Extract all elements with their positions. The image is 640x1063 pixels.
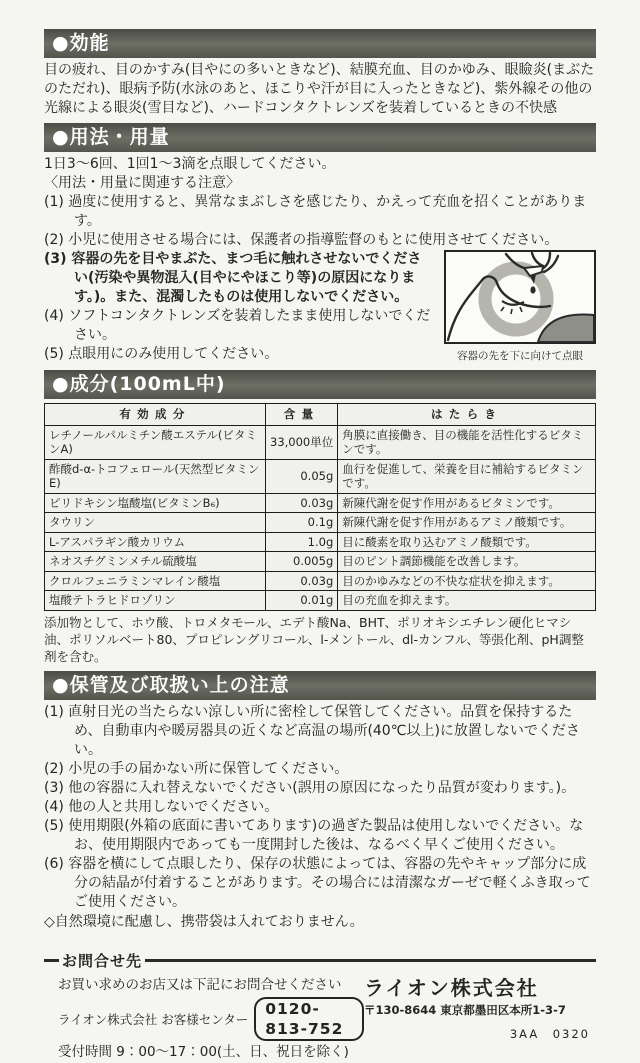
ingredient-name: 酢酸d-α-トコフェロール(天然型ビタミンE) [45, 459, 266, 493]
ingredient-amount: 0.03g [266, 493, 338, 513]
storage-notes [44, 703, 596, 932]
section-header-efficacy: ●効能 [44, 29, 596, 58]
list-item: (5) 点眼用にのみ使用してください。 [44, 346, 279, 362]
table-row [45, 425, 596, 459]
table-row [45, 493, 596, 513]
list-item: (4) 他の人と共用しないでください。 [44, 798, 279, 815]
ingredient-amount: 0.03g [266, 571, 338, 591]
list-item: (6) 容器を横にして点眼したり、保存の状態によっては、容器の先やキャップ部分に成分の結晶が付着することがあります。その場合には清潔なガーゼで軽くふき取ってご使用ください。 [44, 855, 591, 910]
ingredient-effect: 新陳代謝を促す作用があるアミノ酸類です。 [338, 513, 596, 533]
ingredient-amount: 1.0g [266, 532, 338, 552]
ingredient-name: L-アスパラギン酸カリウム [45, 532, 266, 552]
eyedrop-illustration [444, 250, 596, 363]
contact-instruction: お買い求めのお店又は下記にお問合せください [58, 976, 342, 993]
company-address: 〒130-8644 東京都墨田区本所1-3-7 [364, 1002, 566, 1017]
contact-heading: お問合せ先 [62, 951, 143, 970]
ingredient-name: 塩酸テトラヒドロゾリン [45, 591, 266, 611]
ingredients-table [44, 403, 596, 611]
ingredient-effect: 目のかゆみなどの不快な症状を抑えます。 [338, 571, 596, 591]
section-header-ingredients: ●成分(100mL中) [44, 370, 596, 399]
customer-center-line [58, 997, 364, 1041]
list-item: (2) 小児に使用させる場合には、保護者の指導監督のもとに使用させてください。 [44, 232, 559, 248]
list-item: (3) 容器の先を目やまぶた、まつ毛に触れさせないでください(汚染や異物混入(目やにやほこり等)の原因になります。)。また、混濁したものは使用しないでください。 [44, 251, 422, 305]
contact-heading-rule [44, 950, 596, 971]
ingredient-effect: 角膜に直接働き、目の機能を活性化するビタミンです。 [338, 425, 596, 459]
ingredient-effect: 新陳代謝を促す作用があるビタミンです。 [338, 493, 596, 513]
ingredient-effect: 目に酸素を取り込むアミノ酸類です。 [338, 532, 596, 552]
efficacy-text: 目の疲れ、目のかすみ(目やにの多いときなど)、結膜充血、目のかゆみ、眼瞼炎(まぶたのただれ)、眼病予防(水泳のあと、ほこりや汗が目に入ったときなど)、紫外線その他の光線による眼炎(雪目など)、ハードコンタクトレンズを装着しているときの不快感 [44, 62, 595, 116]
list-item: (3) 他の容器に入れ替えないでください(誤用の原因になったり品質が変わります。)。 [44, 779, 576, 796]
customer-center-label: ライオン株式会社 お客様センター [58, 1011, 249, 1027]
ingredient-name: レチノールパルミチン酸エステル(ビタミンA) [45, 425, 266, 459]
rule-dash [44, 959, 59, 962]
column-header-amount: 含量 [266, 404, 338, 426]
column-header-ingredient: 有効成分 [45, 404, 266, 426]
list-item: (4) ソフトコンタクトレンズを装着したまま使用しないでください。 [44, 308, 431, 343]
list-item: (1) 直射日光の当たらない涼しい所に密栓して保管してください。品質を保持するため、自動車内や暖房器具の近くなど高温の場所(40℃以上)に放置しないでください。 [44, 703, 580, 758]
contact-left-column [58, 975, 364, 1063]
eyedrop-drawing-icon [444, 250, 596, 344]
phone-number: 0120-813-752 [254, 997, 364, 1041]
ingredient-amount: 0.005g [266, 552, 338, 572]
table-row [45, 532, 596, 552]
rule-line [145, 959, 596, 962]
table-row [45, 513, 596, 533]
dosage-note-heading: 〈用法・用量に関連する注意〉 [44, 175, 240, 191]
dosage-notes [44, 193, 596, 365]
list-item: (2) 小児の手の届かない所に保管してください。 [44, 760, 349, 777]
table-row [45, 552, 596, 572]
ingredient-name: ネオスチグミンメチル硫酸塩 [45, 552, 266, 572]
section-header-dosage: ●用法・用量 [44, 123, 596, 152]
ingredient-amount: 0.05g [266, 459, 338, 493]
ingredient-name: タウリン [45, 513, 266, 533]
section-header-storage: ●保管及び取扱い上の注意 [44, 671, 596, 700]
illustration-caption: 容器の先を下に向けて点眼 [457, 350, 583, 362]
table-row [45, 591, 596, 611]
print-codes: 3AA 0320 [509, 1026, 590, 1041]
reception-hours: 受付時間 9：00〜17：00(土、日、祝日を除く) [58, 1043, 349, 1060]
ingredient-amount: 33,000単位 [266, 425, 338, 459]
table-row [45, 459, 596, 493]
ingredient-effect: 目のピント調節機能を改善します。 [338, 552, 596, 572]
ingredient-effect: 血行を促進して、栄養を目に補給するビタミンです。 [338, 459, 596, 493]
contact-right-column [364, 975, 596, 1063]
ingredient-amount: 0.01g [266, 591, 338, 611]
list-item: (1) 過度に使用すると、異常なまぶしさを感じたり、かえって充血を招くことがあります。 [44, 194, 587, 229]
additives-note: 添加物として、ホウ酸、トロメタモール、エデト酸Na、BHT、ポリオキシエチレン硬化ヒマシ油、ポリソルベート80、プロピレングリコール、l-メントール、dl-カンフル、等張化剤、pH調整剤を含む。 [44, 614, 584, 664]
eco-note: ◇自然環境に配慮し、携帯袋は入れておりません。 [44, 913, 364, 930]
table-header-row [45, 404, 596, 426]
column-header-effect: はたらき [338, 404, 596, 426]
company-name: ライオン株式会社 [364, 975, 539, 1000]
list-item: (5) 使用期限(外箱の底面に書いてあります)の過ぎた製品は使用しないでください。なお、使用期限内であっても一度開封した後は、なるべく早くご使用ください。 [44, 817, 584, 853]
contact-block [44, 975, 596, 1063]
ingredient-amount: 0.1g [266, 513, 338, 533]
ingredient-name: ピリドキシン塩酸塩(ビタミンB₆) [45, 493, 266, 513]
ingredient-name: クロルフェニラミンマレイン酸塩 [45, 571, 266, 591]
table-row [45, 571, 596, 591]
ingredient-effect: 目の充血を抑えます。 [338, 591, 596, 611]
dosage-instruction: 1日3〜6回、1回1〜3滴を点眼してください。 [44, 156, 336, 172]
